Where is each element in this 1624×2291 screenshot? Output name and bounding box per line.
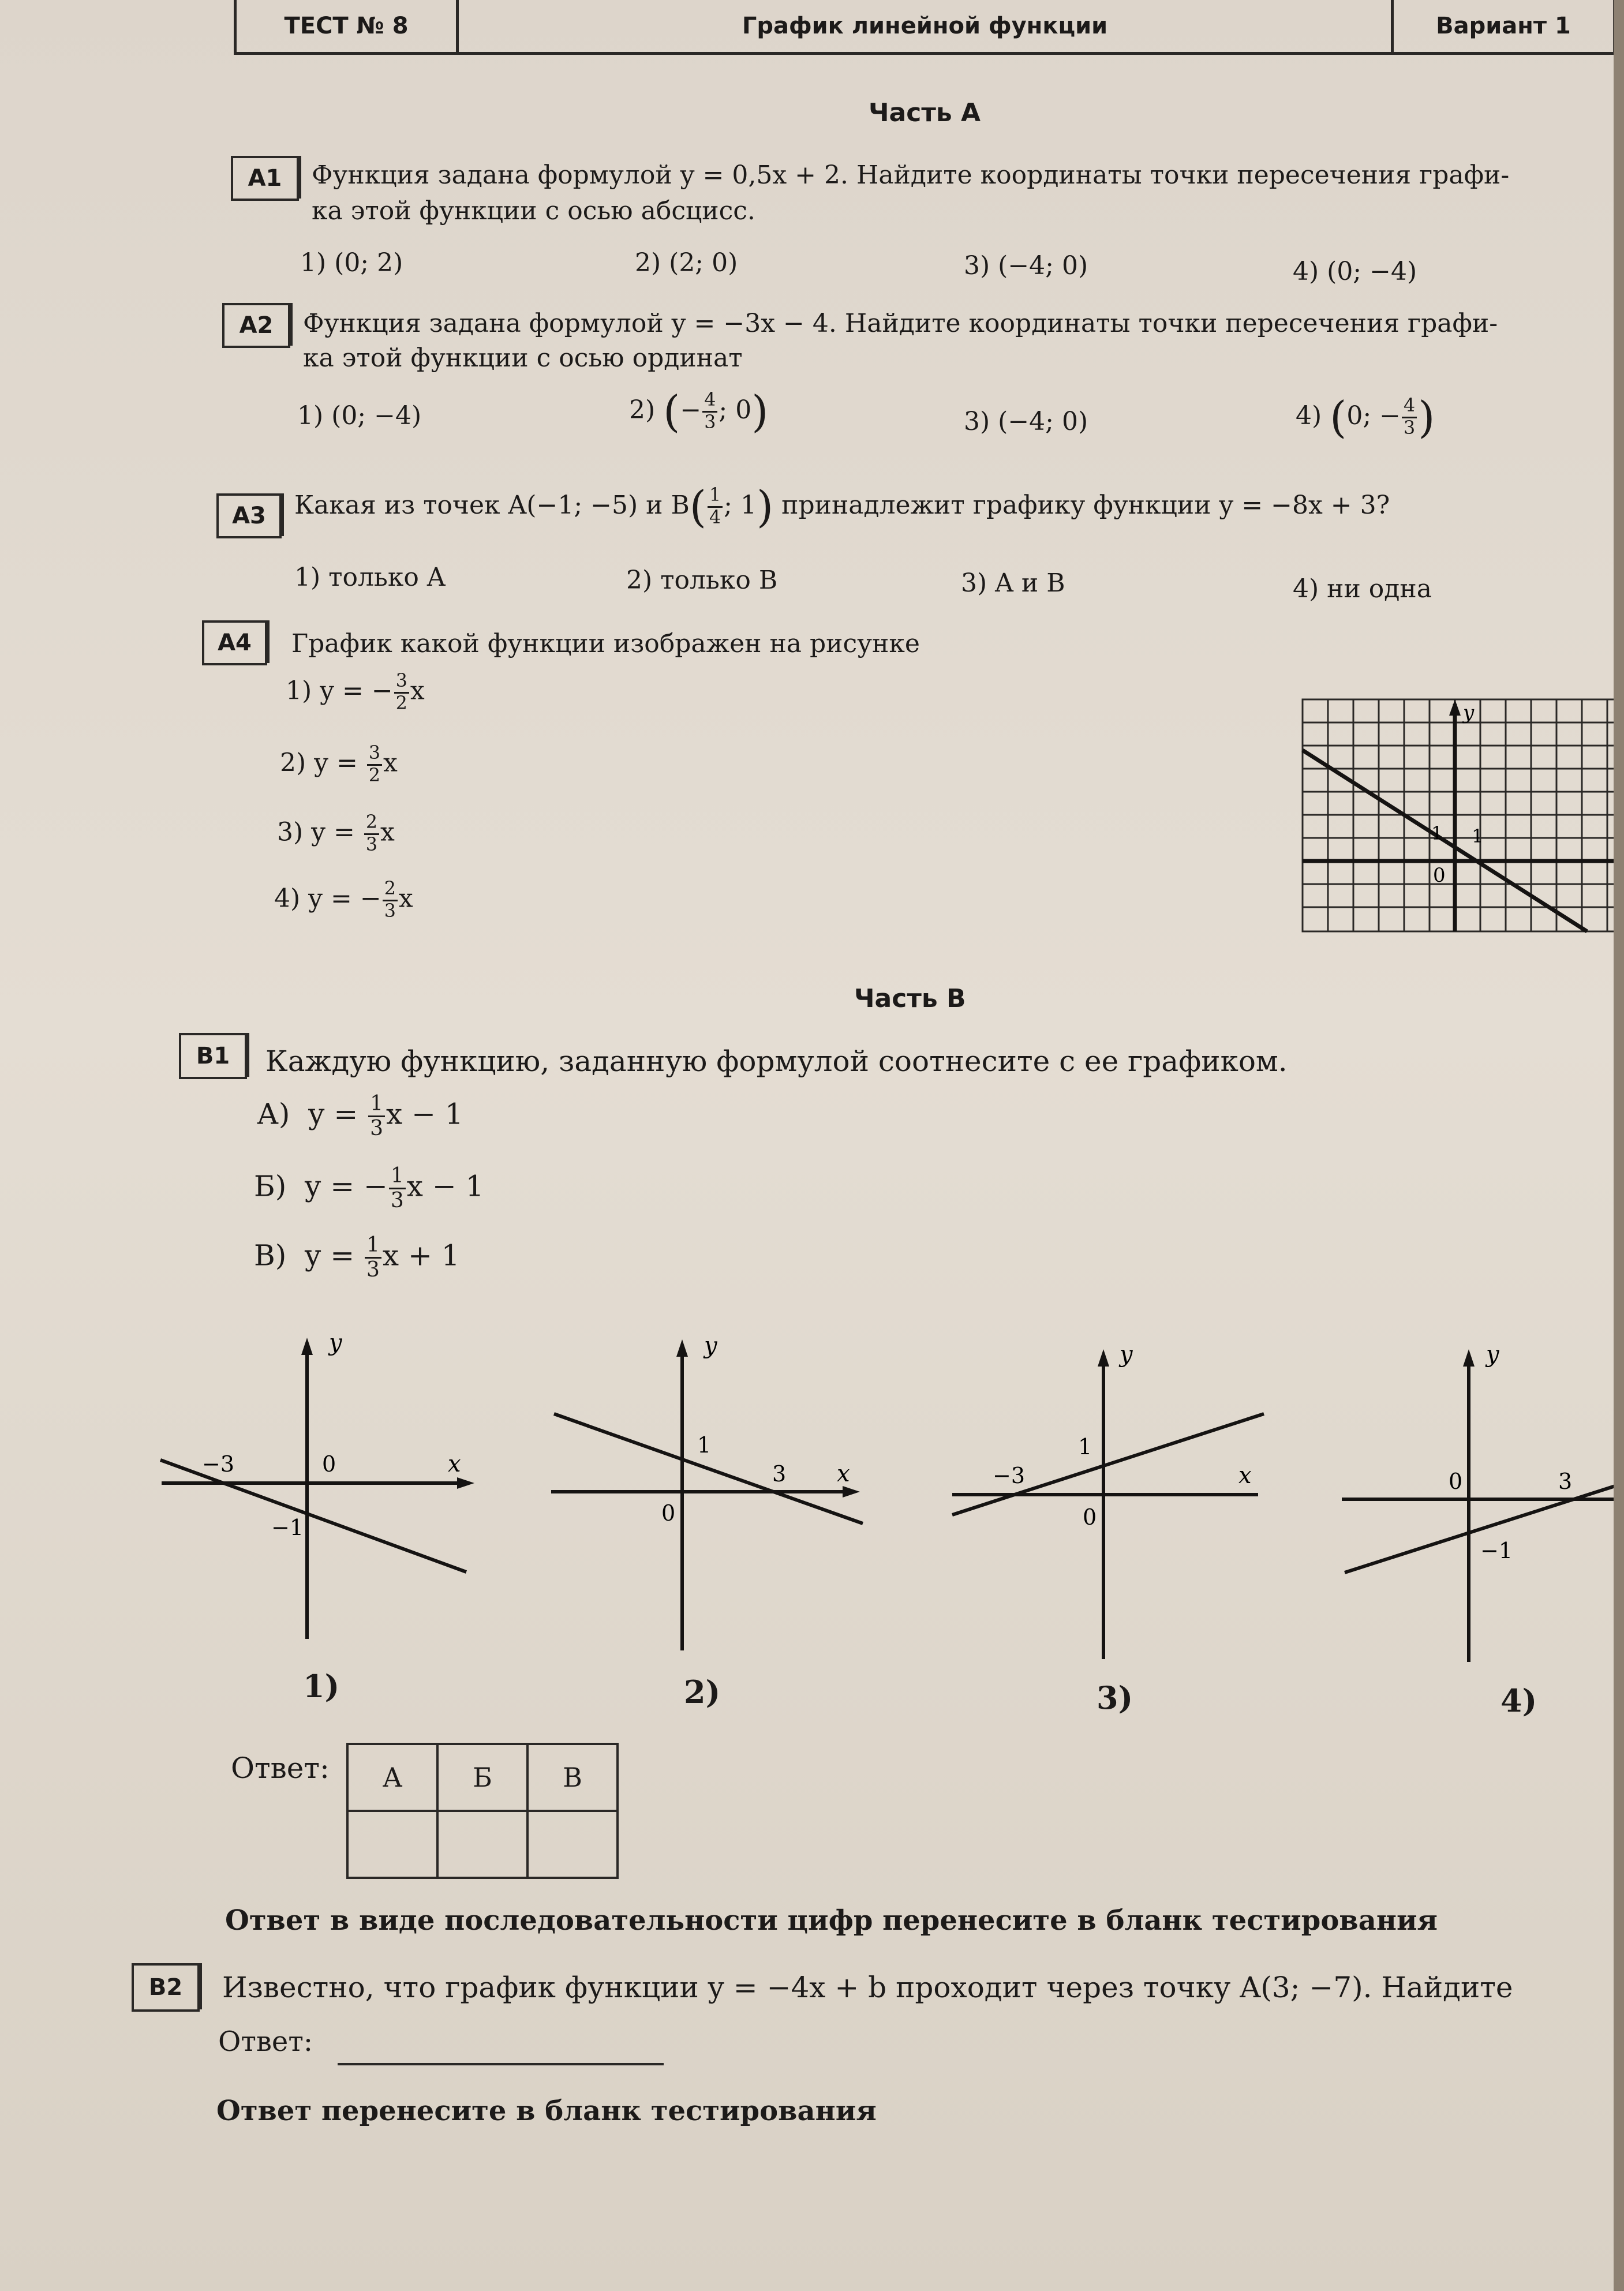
svg-text:−1: −1 <box>271 1515 304 1540</box>
test-number: ТЕСТ № 8 <box>284 13 409 39</box>
svg-text:x: x <box>448 1451 461 1477</box>
a4-option-2[interactable]: 2) y = $\frac{3}{2}$ x <box>280 743 398 786</box>
b1-graph-4-caption: 4) <box>1500 1682 1537 1719</box>
part-b-title: Часть В <box>854 984 966 1013</box>
svg-text:3: 3 <box>772 1461 787 1487</box>
a3-option-2[interactable]: 2) только B <box>626 566 778 595</box>
b1-transfer-note: Ответ в виде последовательности цифр перенесите в бланк тестирования <box>225 1904 1438 1937</box>
svg-text:0: 0 <box>1083 1504 1097 1530</box>
svg-text:x: x <box>1238 1462 1252 1489</box>
svg-text:−1: −1 <box>1480 1538 1513 1563</box>
b1-formula-v: В) y = $\frac{1}{3}$ x + 1 <box>254 1233 460 1282</box>
b2-text: Известно, что график функции y = −4x + b проходит через точку A(3; −7). Найдите <box>222 1971 1513 2004</box>
answer-cell-a[interactable] <box>347 1811 437 1878</box>
a1-text-line1: Функция задана формулой y = 0,5x + 2. Найдите координаты точки пересечения графи- <box>312 160 1510 190</box>
b1-graph-4 <box>1339 1339 1619 1662</box>
b1-graph-3-caption: 3) <box>1097 1679 1133 1716</box>
b2-answer-line[interactable] <box>338 2063 664 2065</box>
a1-option-4[interactable]: 4) (0; −4) <box>1293 257 1417 286</box>
svg-text:0: 0 <box>661 1500 676 1526</box>
a3-option-3[interactable]: 3) A и B <box>961 568 1065 598</box>
a4-one-x: 1 <box>1472 825 1484 847</box>
b1-graph-2 <box>548 1330 871 1653</box>
svg-text:x: x <box>837 1461 850 1487</box>
svg-text:−3: −3 <box>993 1463 1026 1488</box>
svg-text:1: 1 <box>697 1432 712 1458</box>
a4-origin: 0 <box>1433 864 1446 887</box>
b1-graph-1 <box>156 1327 479 1650</box>
a4-option-1[interactable]: 1) y = − $\frac{3}{2}$ x <box>286 671 425 714</box>
svg-text:y: y <box>1120 1341 1133 1368</box>
variant-label: Вариант 1 <box>1436 13 1571 39</box>
question-tag-a2: А2 <box>222 303 290 348</box>
table-surface <box>1614 0 1624 2291</box>
a1-option-3[interactable]: 3) (−4; 0) <box>964 251 1088 280</box>
svg-text:y: y <box>329 1330 342 1356</box>
svg-text:0: 0 <box>1449 1469 1463 1494</box>
svg-text:−3: −3 <box>202 1451 235 1477</box>
test-topic: График линейной функции <box>742 13 1108 39</box>
a4-y-label: y <box>1463 701 1475 724</box>
a2-option-3[interactable]: 3) (−4; 0) <box>964 407 1088 436</box>
answer-header-b: Б <box>437 1744 527 1811</box>
a3-option-1[interactable]: 1) только A <box>294 563 446 592</box>
a2-option-4[interactable]: 4) (0; − $\frac{4}{3}$ ) <box>1296 392 1435 443</box>
svg-text:3: 3 <box>1558 1469 1573 1494</box>
a4-option-3[interactable]: 3) y = $\frac{2}{3}$ x <box>277 812 395 855</box>
b1-formula-b: Б) y = − $\frac{1}{3}$ x − 1 <box>254 1164 484 1212</box>
a1-option-2[interactable]: 2) (2; 0) <box>635 248 738 278</box>
a4-text: График какой функции изображен на рисунке <box>291 629 920 658</box>
a1-option-1[interactable]: 1) (0; 2) <box>300 248 403 278</box>
answer-header-v: В <box>527 1744 618 1811</box>
answer-cell-v[interactable] <box>527 1811 618 1878</box>
svg-text:y: y <box>1486 1341 1499 1368</box>
question-tag-b2: В2 <box>132 1963 200 2012</box>
svg-text:0: 0 <box>322 1451 336 1477</box>
a1-text-line2: ка этой функции с осью абсцисс. <box>312 196 755 226</box>
a2-option-1[interactable]: 1) (0; −4) <box>297 401 422 431</box>
question-tag-b1: В1 <box>179 1033 247 1079</box>
answer-header-a: А <box>347 1744 437 1811</box>
a2-text-line1: Функция задана формулой y = −3x − 4. Найдите координаты точки пересечения графи- <box>303 309 1498 338</box>
b1-graph-1-caption: 1) <box>303 1668 340 1705</box>
a2-option-2[interactable]: 2) (− $\frac{4}{3}$ ; 0) <box>629 387 769 437</box>
b2-answer-label: Ответ: <box>218 2026 313 2058</box>
question-tag-a1: А1 <box>231 156 299 201</box>
a3-option-4[interactable]: 4) ни одна <box>1293 574 1432 604</box>
answer-cell-b[interactable] <box>437 1811 527 1878</box>
b1-answer-table <box>346 1743 619 1879</box>
question-tag-a4: А4 <box>202 620 267 665</box>
b1-answer-label: Ответ: <box>231 1751 330 1785</box>
a4-one-y: 1 <box>1431 822 1443 844</box>
a3-text: Какая из точек A(−1; −5) и B( $\frac{1}{4}$ ; 1) принадлежит графику функции y = −8x + 3? <box>294 482 1390 532</box>
b2-transfer-note: Ответ перенесите в бланк тестирования <box>216 2095 877 2127</box>
b1-text: Каждую функцию, заданную формулой соотнесите с ее графиком. <box>265 1045 1288 1078</box>
b1-graph-3 <box>946 1339 1270 1662</box>
svg-text:y: y <box>704 1332 717 1359</box>
header-table <box>234 0 1616 55</box>
a4-grid-graph <box>1301 698 1616 935</box>
a4-option-4[interactable]: 4) y = − $\frac{2}{3}$ x <box>274 878 413 922</box>
b1-formula-a: А) y = $\frac{1}{3}$ x − 1 <box>257 1092 463 1140</box>
a2-text-line2: ка этой функции с осью ординат <box>303 343 743 373</box>
question-tag-a3: А3 <box>216 493 282 538</box>
svg-text:1: 1 <box>1078 1434 1092 1459</box>
b1-graph-2-caption: 2) <box>684 1674 721 1710</box>
part-a-title: Часть А <box>869 98 981 128</box>
